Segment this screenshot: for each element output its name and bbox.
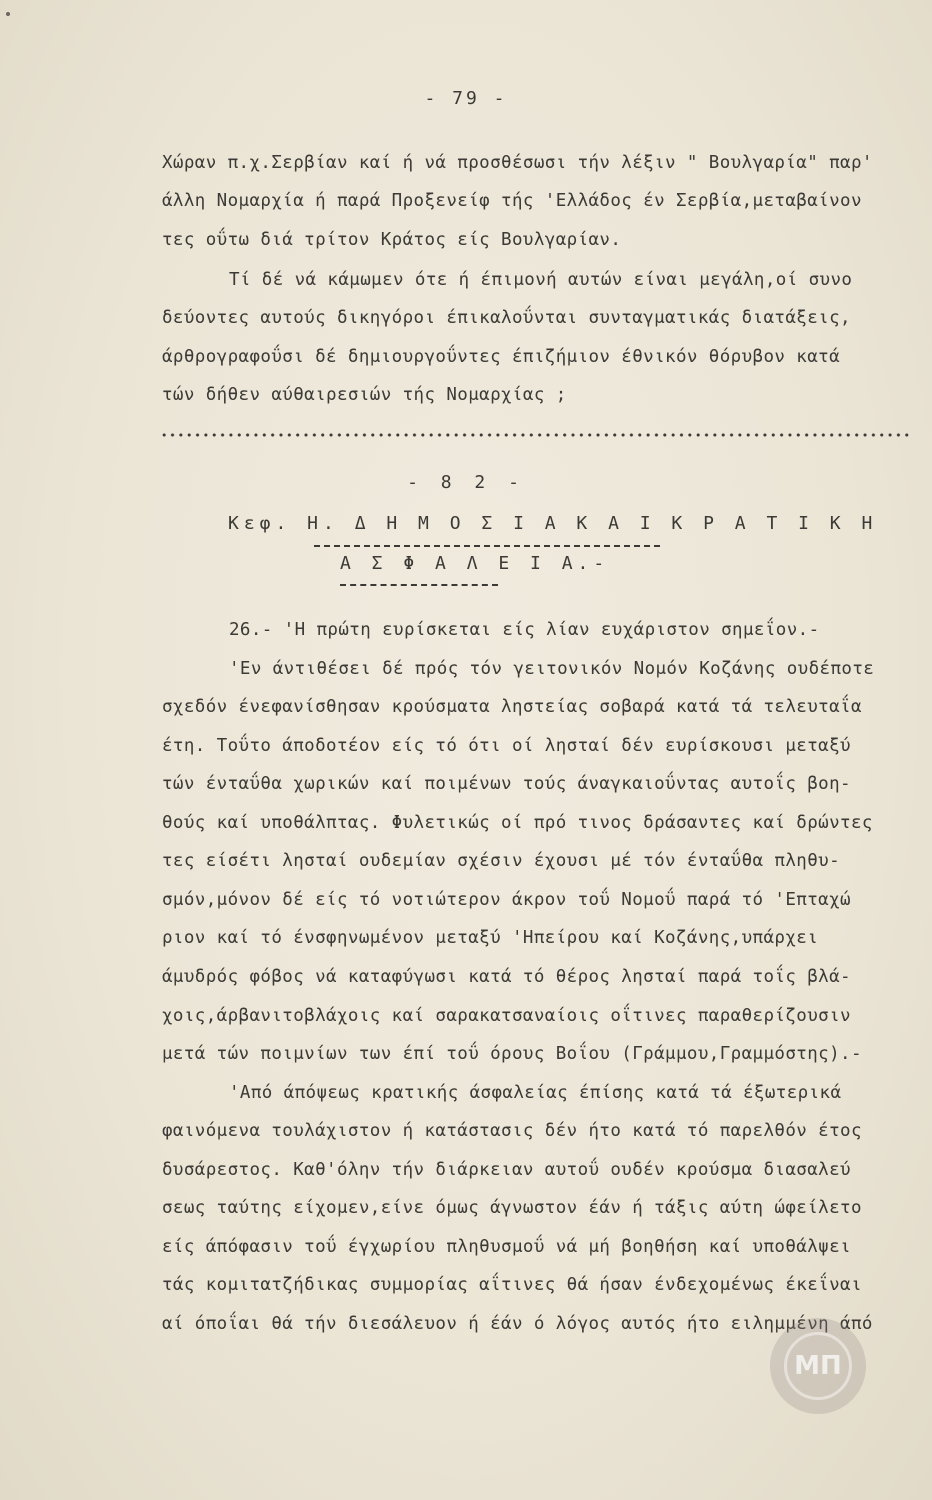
text-line: είς άπόφασιν τοΰ έγχωρίου πληθυσμοΰ νά μή βοηθήση καί υποθάλψει: [162, 1237, 851, 1257]
text-line: άλλη Νομαρχία ή παρά Προξενείφ τής 'Ελλάδος έν Σερβία,μεταβαίνον: [162, 191, 862, 211]
text-line: Τί δέ νά κάμωμεν ότε ή έπιμονή αυτών είναι μεγάλη,οί συνο: [229, 270, 853, 290]
text-line: άρθρογραφοΰσι δέ δημιουργοΰντες έπιζήμιον έθνικόν θόρυβον κατά: [162, 347, 841, 367]
text-line: αί όποΐαι θά τήν διεσάλευον ή έάν ό λόγος αυτός ήτο ειλημμένη άπό: [162, 1314, 873, 1334]
text-line: ριον καί τό ένσφηνωμένον μεταξύ 'Ηπείρου καί Κοζάνης,υπάρχει: [162, 928, 819, 948]
text-line: σμόν,μόνον δέ είς τό νοτιώτερον άκρον τοΰ Νομοΰ παρά τό 'Επταχώ: [162, 890, 851, 910]
text-line: σεως ταύτης είχομεν,είνε όμως άγνωστον έάν ή τάξις αύτη ώφείλετο: [162, 1198, 862, 1218]
text-line: θούς καί υποθάλπτας. Φυλετικώς οί πρό τινος δράσαντες καί δρώντες: [162, 813, 873, 833]
dotted-separator: [160, 432, 912, 438]
heading-underline: [340, 584, 498, 586]
text-line: τών ένταΰθα χωρικών καί ποιμένων τούς άναγκαιοΰντας αυτοΐς βοη-: [162, 774, 851, 794]
text-line: τες είσέτι λησταί ουδεμίαν σχέσιν έχουσι μέ τόν ένταΰθα πληθυ-: [162, 851, 841, 871]
page-number: - 79 -: [424, 88, 508, 109]
text-line: 'Εν άντιθέσει δέ πρός τόν γειτονικόν Νομόν Κοζάνης ουδέποτε: [229, 659, 875, 679]
text-line: δεύοντες αυτούς δικηγόροι έπικαλοΰνται συνταγματικάς διατάξεις,: [162, 308, 851, 328]
section-number: - 8 2 -: [407, 472, 525, 493]
text-line: δυσάρεστος. Καθ'όλην τήν διάρκειαν αυτοΰ ουδέν κρούσμα διασαλεύ: [162, 1160, 851, 1180]
text-line: 26.- 'Η πρώτη ευρίσκεται είς λίαν ευχάριστον σημεΐον.-: [229, 620, 820, 640]
archive-stamp-logo: ΜΠ: [784, 1332, 852, 1400]
text-line: 'Από άπόψεως κρατικής άσφαλείας έπίσης κατά τά έξωτερικά: [229, 1083, 842, 1103]
text-line: άμυδρός φόβος νά καταφύγωσι κατά τό θέρος λησταί παρά τοΐς βλά-: [162, 967, 851, 987]
chapter-heading-continued: Α Σ Φ Α Λ Ε Ι Α.-: [340, 553, 610, 574]
archive-stamp: [770, 1318, 866, 1414]
text-line: χοις,άρβανιτοβλάχοις καί σαρακατσαναίοις οΐτινες παραθερίζουσιν: [162, 1006, 851, 1026]
heading-underline: [314, 545, 660, 547]
text-line: τες οΰτω διά τρίτον Κράτος είς Βουλγαρίαν.: [162, 230, 622, 250]
chapter-heading: Κεφ. Η. Δ Η Μ Ο Σ Ι Α Κ Α Ι Κ Ρ Α Τ Ι Κ Η: [228, 513, 878, 534]
scan-speck: [6, 12, 10, 16]
text-line: έτη. Τοΰτο άποδοτέον είς τό ότι οί λησταί δέν ευρίσκουσι μεταξύ: [162, 736, 851, 756]
text-line: τών δήθεν αύθαιρεσιών τής Νομαρχίας ;: [162, 385, 567, 405]
text-line: σχεδόν ένεφανίσθησαν κρούσματα ληστείας σοβαρά κατά τά τελευταΐα: [162, 697, 862, 717]
text-line: τάς κομιτατζήδικας συμμορίας αΐτινες θά ήσαν ένδεχομένως έκεΐναι: [162, 1275, 862, 1295]
text-line: μετά τών ποιμνίων των έπί τοΰ όρους Βοΐου (Γράμμου,Γραμμόστης).-: [162, 1044, 862, 1064]
text-line: φαινόμενα τουλάχιστον ή κατάστασις δέν ήτο κατά τό παρελθόν έτος: [162, 1121, 862, 1141]
text-line: Χώραν π.χ.Σερβίαν καί ή νά προσθέσωσι τήν λέξιν " Βουλγαρία" παρ': [162, 153, 873, 173]
